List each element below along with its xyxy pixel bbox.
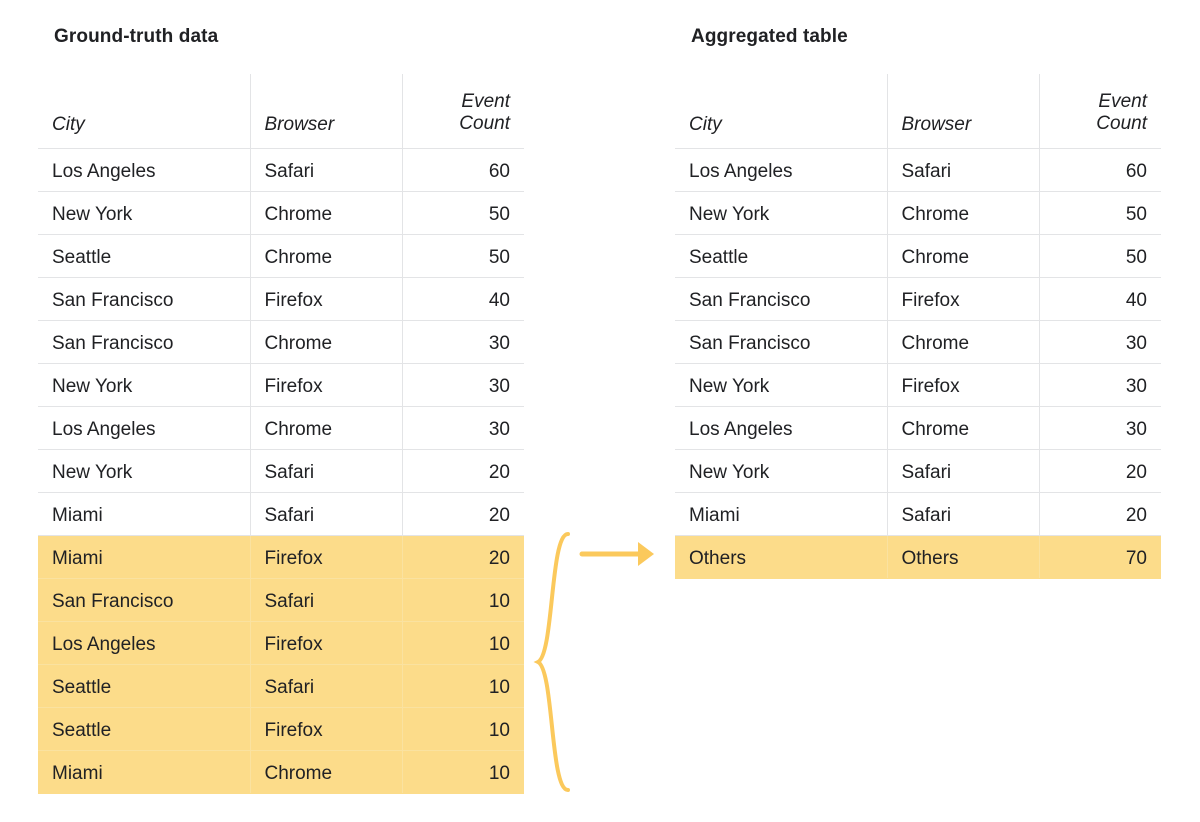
cell-browser: Chrome <box>887 320 1039 363</box>
cell-count: 50 <box>1039 191 1161 234</box>
table-row-highlighted <box>38 621 524 664</box>
aggregated-panel <box>675 26 1175 579</box>
table-row <box>675 234 1161 277</box>
column-header-event-count-line2: Count <box>1096 113 1147 135</box>
cell-city: Seattle <box>38 664 250 707</box>
table-row-highlighted <box>38 707 524 750</box>
table-row <box>38 449 524 492</box>
cell-count: 50 <box>1039 234 1161 277</box>
brace-arrow-icon <box>520 510 680 800</box>
cell-browser: Chrome <box>887 234 1039 277</box>
cell-city: Los Angeles <box>38 148 250 191</box>
column-header-city: City <box>38 74 250 148</box>
cell-browser: Firefox <box>250 535 402 578</box>
table-row-highlighted <box>38 578 524 621</box>
cell-city: Miami <box>675 492 887 535</box>
page-title-left: Ground-truth data <box>54 26 219 47</box>
table-row <box>675 148 1161 191</box>
cell-city: New York <box>675 363 887 406</box>
cell-count: 20 <box>1039 492 1161 535</box>
column-header-browser: Browser <box>250 74 402 148</box>
cell-browser: Safari <box>887 492 1039 535</box>
table-header-row <box>38 74 524 148</box>
cell-city: Seattle <box>38 707 250 750</box>
cell-browser: Chrome <box>250 191 402 234</box>
cell-city: Los Angeles <box>38 406 250 449</box>
cell-browser: Safari <box>250 148 402 191</box>
cell-browser: Others <box>887 535 1039 578</box>
column-header-event-count-line1: Event <box>1098 90 1147 112</box>
cell-browser: Safari <box>250 664 402 707</box>
cell-count: 30 <box>1039 320 1161 363</box>
table-body-right <box>675 148 1161 578</box>
cell-browser: Chrome <box>250 320 402 363</box>
cell-browser: Firefox <box>250 363 402 406</box>
table-row <box>675 363 1161 406</box>
ground-truth-table <box>38 74 524 794</box>
table-header-right <box>675 74 1161 148</box>
cell-city: New York <box>38 449 250 492</box>
table-row <box>38 191 524 234</box>
cell-city: Miami <box>38 750 250 793</box>
cell-count: 10 <box>402 707 524 750</box>
cell-browser: Firefox <box>250 707 402 750</box>
cell-browser: Safari <box>887 449 1039 492</box>
table-row-highlighted <box>38 535 524 578</box>
cell-city: Miami <box>38 492 250 535</box>
column-header-event-count-line1: Event <box>461 90 510 112</box>
cell-browser: Safari <box>250 578 402 621</box>
cell-count: 40 <box>1039 277 1161 320</box>
cell-browser: Chrome <box>250 406 402 449</box>
table-row <box>675 191 1161 234</box>
table-row <box>38 363 524 406</box>
table-row-highlighted <box>38 750 524 793</box>
cell-count: 30 <box>402 363 524 406</box>
cell-city: New York <box>675 449 887 492</box>
cell-city: Seattle <box>38 234 250 277</box>
table-row <box>675 492 1161 535</box>
cell-city: New York <box>38 363 250 406</box>
cell-count: 60 <box>402 148 524 191</box>
cell-city: San Francisco <box>38 578 250 621</box>
cell-count: 30 <box>1039 406 1161 449</box>
cell-count: 10 <box>402 664 524 707</box>
cell-count: 70 <box>1039 535 1161 578</box>
cell-count: 20 <box>1039 449 1161 492</box>
cell-count: 30 <box>402 406 524 449</box>
cell-city: Seattle <box>675 234 887 277</box>
cell-city: Miami <box>38 535 250 578</box>
cell-city: San Francisco <box>675 320 887 363</box>
table-row <box>675 449 1161 492</box>
cell-city: San Francisco <box>38 277 250 320</box>
cell-count: 30 <box>1039 363 1161 406</box>
column-header-event-count <box>402 74 524 148</box>
cell-count: 20 <box>402 449 524 492</box>
column-header-browser: Browser <box>887 74 1039 148</box>
cell-browser: Chrome <box>887 406 1039 449</box>
table-row-highlighted <box>38 664 524 707</box>
table-header-row <box>675 74 1161 148</box>
table-row <box>38 234 524 277</box>
table-row <box>38 406 524 449</box>
table-row <box>675 277 1161 320</box>
cell-count: 10 <box>402 621 524 664</box>
ground-truth-panel <box>38 26 538 794</box>
cell-city: New York <box>675 191 887 234</box>
aggregated-table <box>675 74 1161 579</box>
cell-browser: Chrome <box>250 750 402 793</box>
table-row <box>675 320 1161 363</box>
table-body-left <box>38 148 524 793</box>
table-row <box>38 320 524 363</box>
cell-browser: Chrome <box>887 191 1039 234</box>
cell-browser: Firefox <box>887 363 1039 406</box>
cell-city: Los Angeles <box>38 621 250 664</box>
cell-count: 50 <box>402 234 524 277</box>
cell-city: Los Angeles <box>675 406 887 449</box>
cell-city: San Francisco <box>38 320 250 363</box>
cell-count: 10 <box>402 578 524 621</box>
cell-city: Los Angeles <box>675 148 887 191</box>
cell-browser: Firefox <box>250 621 402 664</box>
cell-count: 10 <box>402 750 524 793</box>
table-row <box>38 492 524 535</box>
cell-browser: Safari <box>887 148 1039 191</box>
column-header-city: City <box>675 74 887 148</box>
table-row <box>38 277 524 320</box>
table-row <box>38 148 524 191</box>
cell-count: 40 <box>402 277 524 320</box>
page-title-right: Aggregated table <box>691 26 848 47</box>
column-header-event-count <box>1039 74 1161 148</box>
cell-count: 50 <box>402 191 524 234</box>
cell-count: 60 <box>1039 148 1161 191</box>
table-row-highlighted <box>675 535 1161 578</box>
cell-browser: Firefox <box>250 277 402 320</box>
cell-browser: Firefox <box>887 277 1039 320</box>
cell-browser: Safari <box>250 492 402 535</box>
table-header-left <box>38 74 524 148</box>
cell-city: Others <box>675 535 887 578</box>
table-row <box>675 406 1161 449</box>
cell-browser: Safari <box>250 449 402 492</box>
cell-count: 20 <box>402 492 524 535</box>
cell-city: New York <box>38 191 250 234</box>
cell-browser: Chrome <box>250 234 402 277</box>
cell-count: 20 <box>402 535 524 578</box>
cell-city: San Francisco <box>675 277 887 320</box>
column-header-event-count-line2: Count <box>459 113 510 135</box>
cell-count: 30 <box>402 320 524 363</box>
